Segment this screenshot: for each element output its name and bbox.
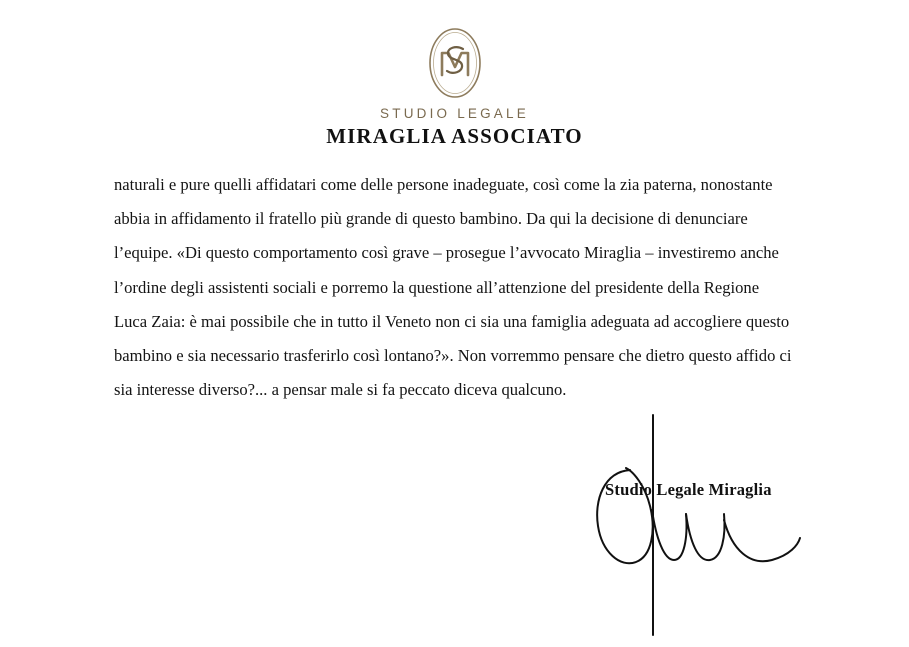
studio-legale-miraglia-monogram-icon [418,26,492,100]
signature-block [560,410,900,640]
handwritten-signature-icon [560,410,900,640]
letterhead-line-1: STUDIO LEGALE [380,106,529,121]
letterhead [0,26,909,149]
body-paragraph: naturali e pure quelli affidatari come delle persone inadeguate, così come la zia paterna, nonostante abbia in affidamento il fratello più grande di questo bambino. Da qui la decisione di denunciare l’equipe. «Di questo comportamento così grave – prosegue l’avvocato Miraglia – investiremo anche l’ordine degli assistenti sociali e porremo la questione all’attenzione del presidente della Regione Luca Zaia: è mai possibile che in tutto il Veneto non ci sia una famiglia adeguata ad accogliere questo bambino e sia necessario trasferirlo così lontano?». Non vorremmo pensare che dietro questo affido ci sia interesse diverso?... a pensar male si fa peccato diceva qualcuno. [114,175,792,400]
signature-name: Studio Legale Miraglia [605,480,772,499]
document-body [114,168,795,407]
letterhead-line-2: MIRAGLIA ASSOCIATO [326,124,583,148]
